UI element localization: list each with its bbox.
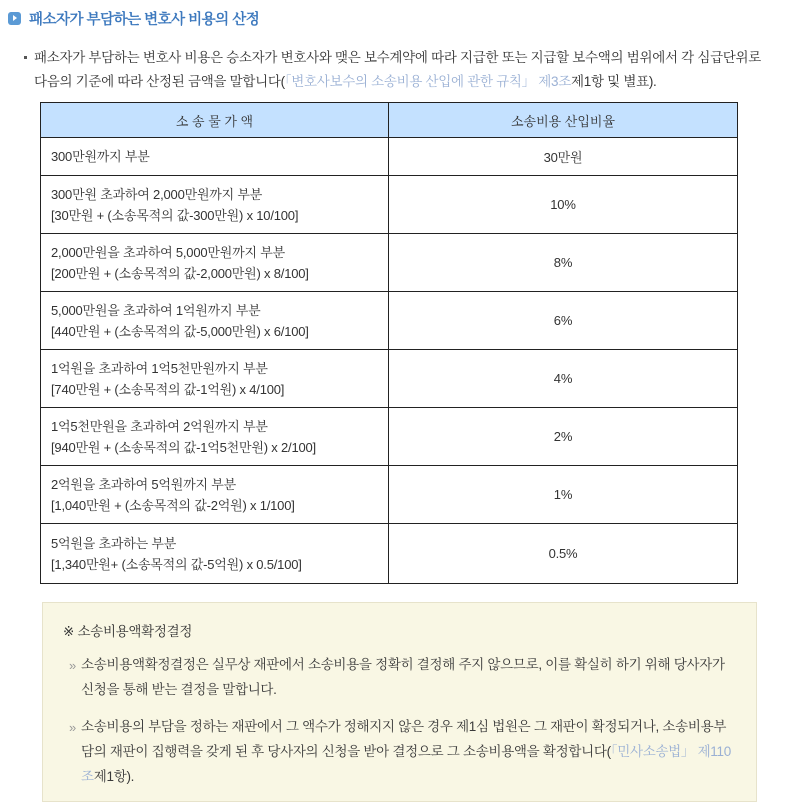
- play-bullet-icon: [8, 12, 21, 25]
- ratio-cell: 0.5%: [389, 524, 738, 584]
- lawsuit-value-line1: 5,000만원을 초과하여 1억원까지 부분: [51, 302, 261, 318]
- lawsuit-value-cell: [41, 234, 389, 292]
- page-title: 패소자가 부담하는 변호사 비용의 산정: [29, 12, 260, 28]
- table-row: [41, 466, 738, 524]
- note-item-text: [81, 652, 736, 702]
- table-row: [41, 234, 738, 292]
- ratio-cell: 10%: [389, 176, 738, 234]
- table-header-row: [41, 103, 738, 138]
- ratio-cell: 6%: [389, 292, 738, 350]
- lawsuit-value-cell: [41, 524, 389, 584]
- table-row: [41, 138, 738, 176]
- intro-text-after: 제1항 및 별표).: [571, 74, 657, 89]
- col-header-lawsuit-value: 소 송 물 가 액: [41, 103, 389, 138]
- table-row: [41, 350, 738, 408]
- lawsuit-value-formula: [440만원 + (소송목적의 값-5,000만원) x 6/100]: [51, 323, 309, 339]
- lawsuit-value-cell: [41, 466, 389, 524]
- note-box: [42, 602, 757, 802]
- lawsuit-value-formula: [30만원 + (소송목적의 값-300만원) x 10/100]: [51, 207, 299, 223]
- intro-text-before: 패소자가 부담하는 변호사 비용은 승소자가 변호사와 맺은 보수계약에 따라 지급한 또는 지급할 보수액의 범위에서 각 심급단위로 다음의 기준에 따라 산정된 금액을 말합니다(: [34, 50, 762, 89]
- lawsuit-value-cell: [41, 176, 389, 234]
- lawsuit-value-line1: 2,000만원을 초과하여 5,000만원까지 부분: [51, 244, 285, 260]
- table-row: [41, 176, 738, 234]
- lawsuit-value-formula: [1,340만원+ (소송목적의 값-5억원) x 0.5/100]: [51, 556, 302, 572]
- note-text-before: 소송비용의 부담을 정하는 재판에서 그 액수가 정해지지 않은 경우 제1심 법원은 그 재판이 확정되거나, 소송비용부담의 재판이 집행력을 갖게 된 후 당사자의 신청을 받아 결정으로 그 소송비용액을 확정합니다(: [81, 719, 727, 759]
- ratio-cell: 4%: [389, 350, 738, 408]
- lawsuit-value-line1: 1억원을 초과하여 1억5천만원까지 부분: [51, 360, 268, 376]
- col-header-cost-ratio: 소송비용 산입비율: [389, 103, 738, 138]
- square-bullet-icon: [24, 46, 34, 94]
- lawsuit-value-cell: [41, 138, 389, 176]
- note-item-text: [81, 714, 736, 789]
- ratio-cell: 8%: [389, 234, 738, 292]
- intro-text: [34, 46, 776, 94]
- lawsuit-value-line1: 1억5천만원을 초과하여 2억원까지 부분: [51, 418, 268, 434]
- ratio-cell: 1%: [389, 466, 738, 524]
- note-text-before: 소송비용액확정결정은 실무상 재판에서 소송비용을 정확히 결정해 주지 않으므로, 이를 확실히 하기 위해 당사자가 신청을 통해 받는 결정을 말합니다.: [81, 657, 725, 697]
- lawsuit-value-line1: 2억원을 초과하여 5억원까지 부분: [51, 476, 236, 492]
- note-text-after: 제1항).: [93, 769, 135, 784]
- lawsuit-value-cell: [41, 350, 389, 408]
- lawsuit-value-line1: 300만원 초과하여 2,000만원까지 부분: [51, 186, 263, 202]
- lawsuit-value-line1: 300만원까지 부분: [51, 149, 150, 164]
- table-row: [41, 408, 738, 466]
- section-header: [8, 8, 787, 29]
- lawsuit-value-formula: [200만원 + (소송목적의 값-2,000만원) x 8/100]: [51, 265, 309, 281]
- chevron-right-icon: »: [69, 720, 76, 735]
- lawsuit-value-formula: [740만원 + (소송목적의 값-1억원) x 4/100]: [51, 381, 285, 397]
- intro-paragraph: [24, 46, 787, 94]
- lawsuit-value-line1: 5억원을 초과하는 부분: [51, 535, 177, 551]
- statute-link-civil-procedure[interactable]: 「민사소송법」 제110조: [81, 744, 731, 784]
- ratio-cell: 30만원: [389, 138, 738, 176]
- chevron-right-icon: »: [69, 658, 76, 673]
- note-title: ※ 소송비용액확정결정: [63, 624, 193, 639]
- lawsuit-value-formula: [940만원 + (소송목적의 값-1억5천만원) x 2/100]: [51, 439, 316, 455]
- fee-calculation-table: [40, 102, 738, 584]
- lawsuit-value-cell: [41, 408, 389, 466]
- ratio-cell: 2%: [389, 408, 738, 466]
- note-item: [63, 714, 744, 789]
- table-row: [41, 524, 738, 584]
- statute-link-rule[interactable]: 「변호사보수의 소송비용 산입에 관한 규칙」 제3조: [284, 74, 571, 89]
- note-item: [63, 652, 744, 702]
- table-row: [41, 292, 738, 350]
- lawsuit-value-cell: [41, 292, 389, 350]
- lawsuit-value-formula: [1,040만원 + (소송목적의 값-2억원) x 1/100]: [51, 497, 295, 513]
